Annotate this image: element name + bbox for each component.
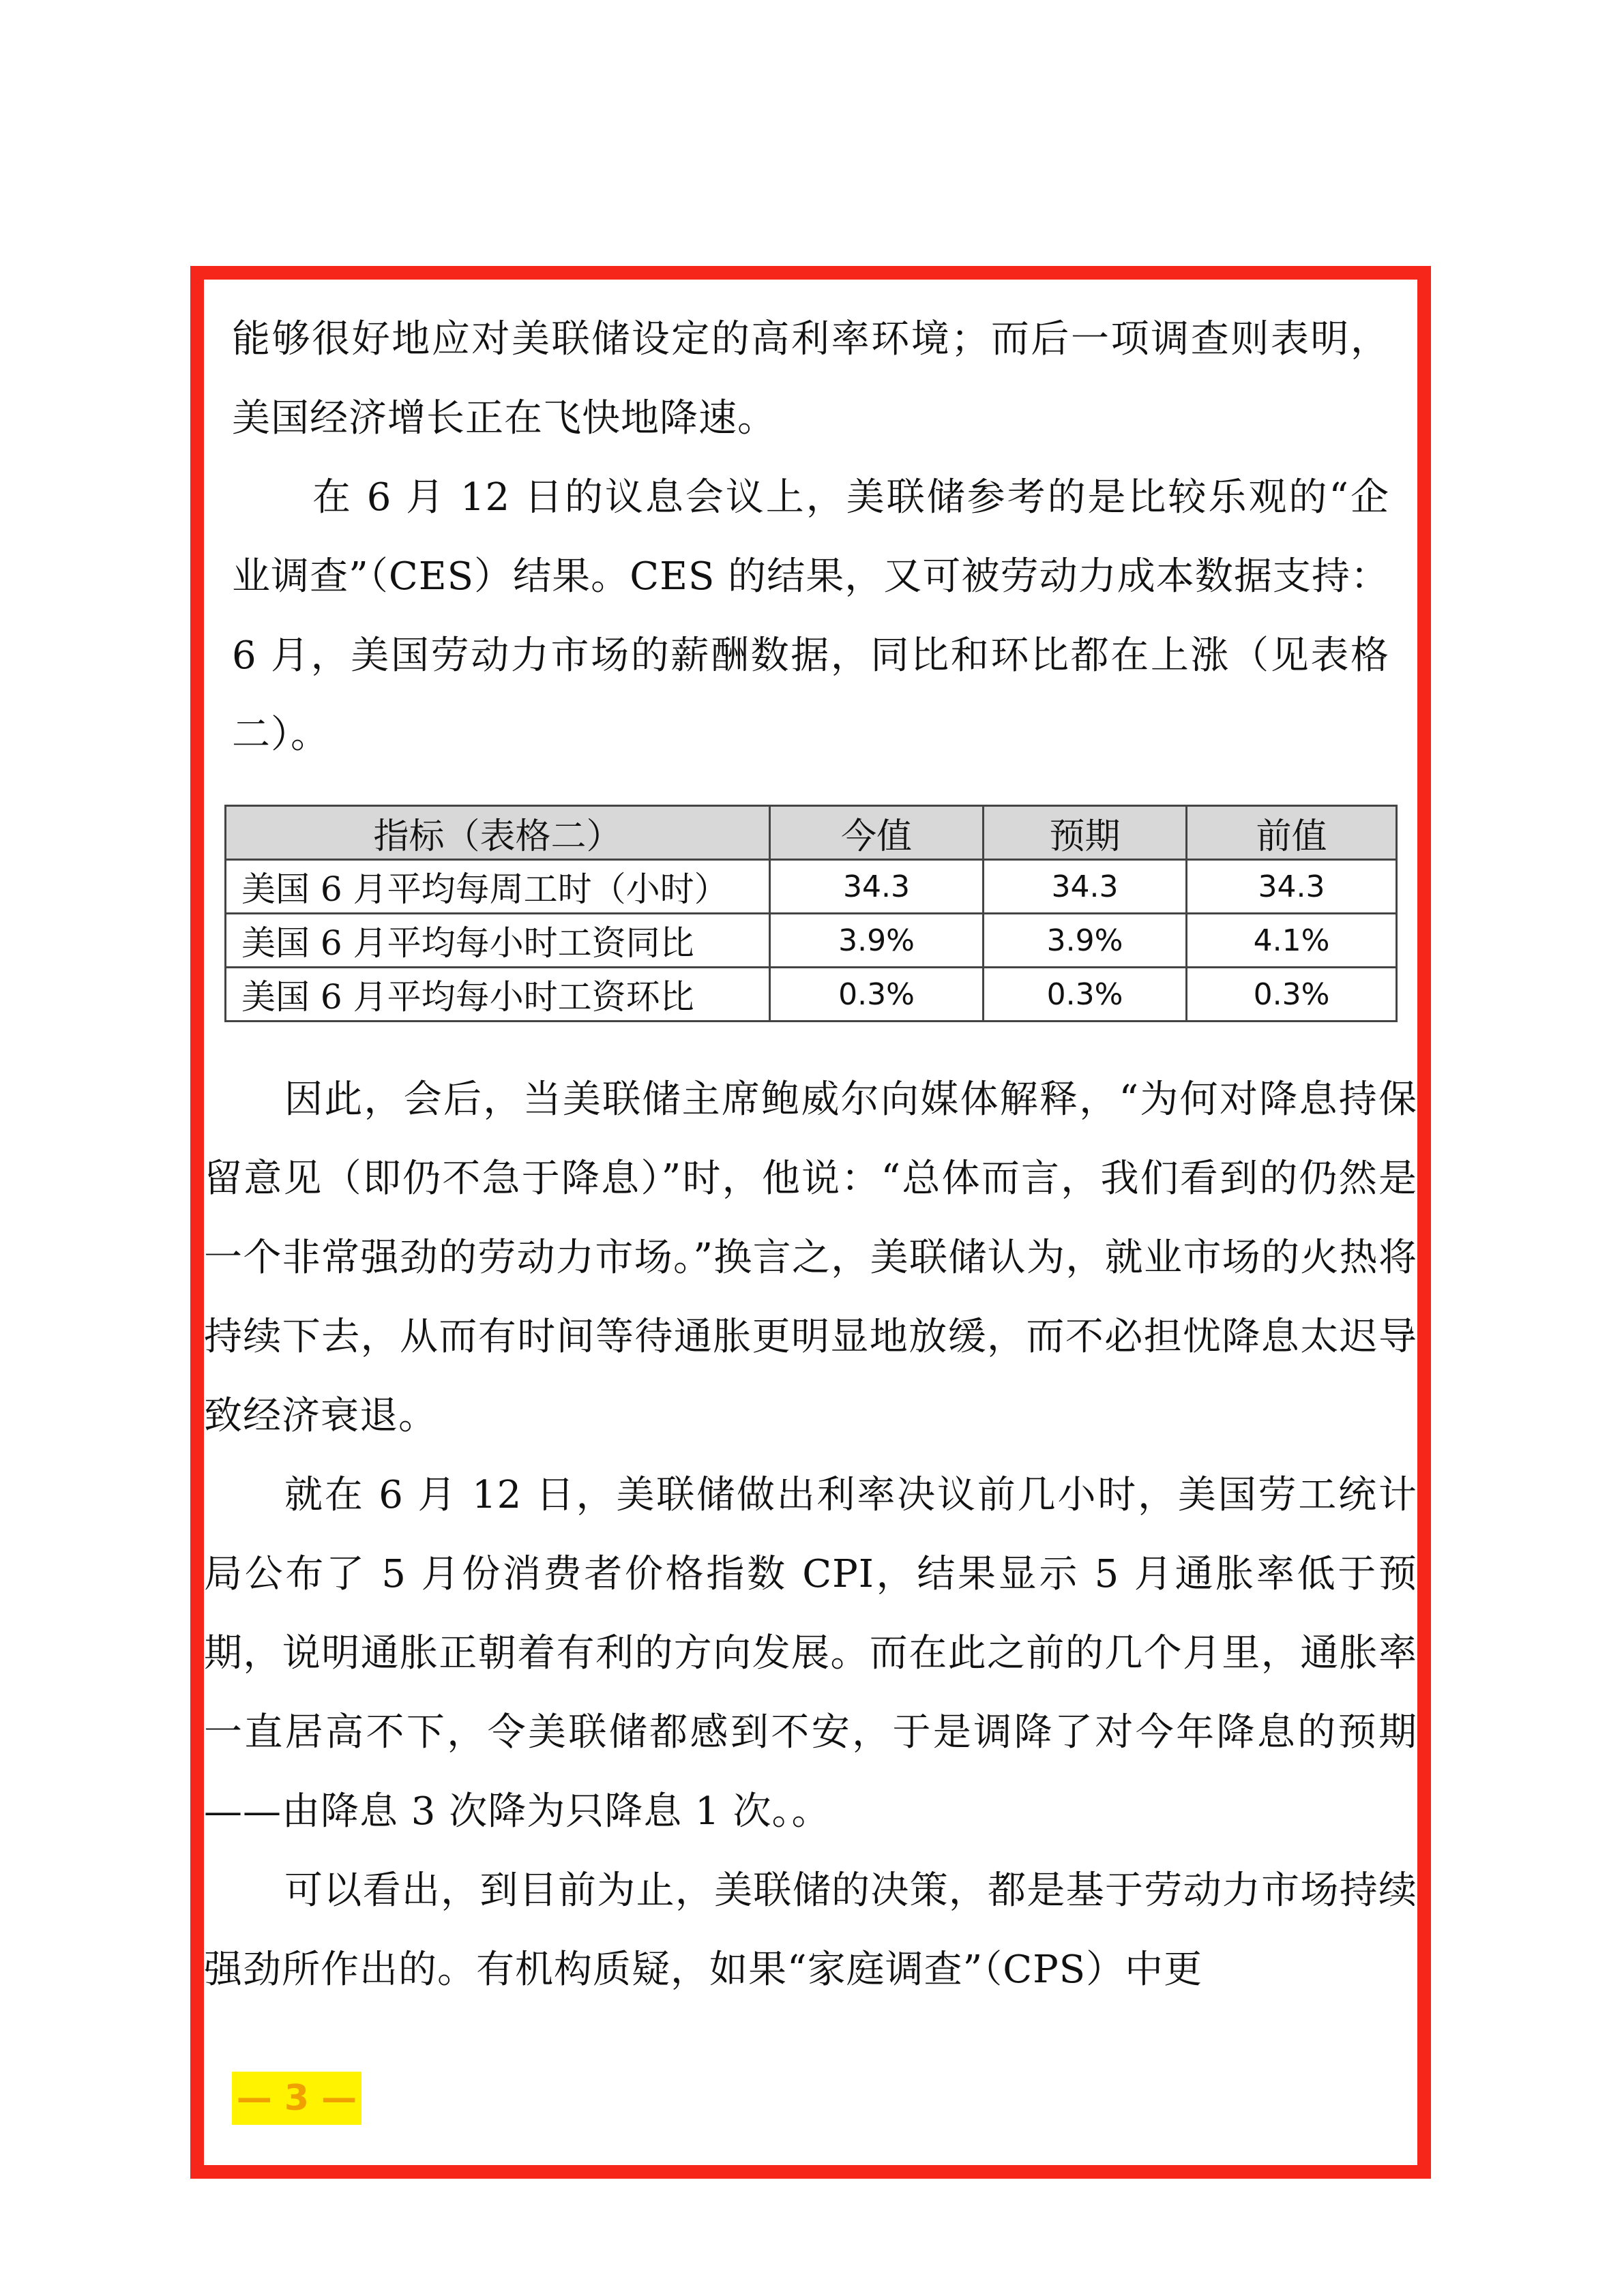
table-row — [226, 860, 1397, 914]
page-content — [232, 280, 1389, 775]
table-cell-previous: 34.3 — [1187, 860, 1397, 914]
table-cell-expected: 3.9% — [984, 914, 1187, 968]
table-cell-label: 美国 6 月平均每周工时（小时） — [226, 860, 770, 914]
paragraph: 就在 6 月 12 日，美联储做出利率决议前几小时，美国劳工统计局公布了 5 月份消费者价格指数 CPI，结果显示 5 月通胀率低于预期，说明通胀正朝着有利的方向发展。而在此之前的几个月里，通胀率一直居高不下，令美联储都感到不安，于是调降了对今年降息的预期——由降息 3 次降为只降息 1 次。。 — [204, 1473, 1417, 1834]
table-cell-label: 美国 6 月平均每小时工资环比 — [226, 968, 770, 1022]
table-header-indicator: 指标（表格二） — [226, 806, 770, 860]
table-row — [226, 914, 1397, 968]
table-header-expected: 预期 — [984, 806, 1187, 860]
table-header-row — [226, 806, 1397, 860]
table-cell-current: 34.3 — [770, 860, 984, 914]
table-cell-expected: 0.3% — [984, 968, 1187, 1022]
table-cell-previous: 4.1% — [1187, 914, 1397, 968]
data-table — [224, 805, 1398, 1022]
paragraph: 可以看出，到目前为止，美联储的决策，都是基于劳动力市场持续强劲所作出的。有机构质疑，如果“家庭调查”（CPS）中更 — [204, 1868, 1417, 1992]
page-content-continued — [204, 1060, 1417, 2010]
table-cell-current: 0.3% — [770, 968, 984, 1022]
table-header-current: 今值 — [770, 806, 984, 860]
table-cell-previous: 0.3% — [1187, 968, 1397, 1022]
paragraph: 因此，会后，当美联储主席鲍威尔向媒体解释，“为何对降息持保留意见（即仍不急于降息）”时，他说：“总体而言，我们看到的仍然是一个非常强劲的劳动力市场。”换言之，美联储认为，就业市场的火热将持续下去，从而有时间等待通胀更明显地放缓，而不必担忧降息太迟导致经济衰退。 — [204, 1077, 1417, 1438]
table-header-previous: 前值 — [1187, 806, 1397, 860]
table-row — [226, 968, 1397, 1022]
table-cell-current: 3.9% — [770, 914, 984, 968]
table-cell-expected: 34.3 — [984, 860, 1187, 914]
paragraph: 能够很好地应对美联储设定的高利率环境；而后一项调查则表明，美国经济增长正在飞快地降速。 — [232, 317, 1389, 441]
paragraph: 在 6 月 12 日的议息会议上，美联储参考的是比较乐观的“企业调查”（CES）结果。CES 的结果，又可被劳动力成本数据支持：6 月，美国劳动力市场的薪酬数据，同比和环比都在上涨（见表格二）。 — [232, 475, 1389, 757]
page-frame — [190, 266, 1431, 2179]
table-cell-label: 美国 6 月平均每小时工资同比 — [226, 914, 770, 968]
page-number: — 3 — — [232, 2072, 361, 2125]
